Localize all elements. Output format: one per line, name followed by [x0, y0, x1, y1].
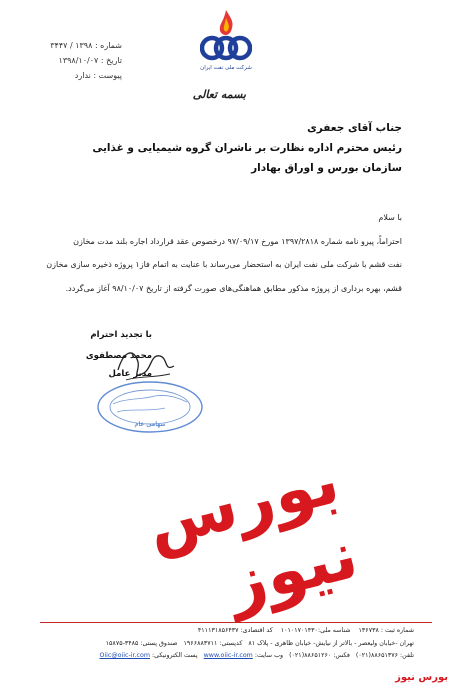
source-tag: بورس نیوز — [395, 672, 448, 683]
body-line-2: نفت قشم با شرکت ملی نفت ایران به استحضار می‌رساند با عنایت به اتمام فاز۱ پروژه ذخیره سازی مخازن — [46, 260, 402, 269]
body-line-3: قشم، بهره برداری از پروژه مذکور مطابق هماهنگی‌های صورت گرفته از تاریخ ۹۸/۱۰/۰۷ آغاز می‌گردد. — [65, 284, 402, 293]
footer-address-row: تهران -خیابان ولیعصر - بالاتر از نیایش- خیابان ظاهری - پلاک ۸۱ کدپستی: ۱۹۶۶۸۸۳۷۱۱ صندوق پستی: ۳۴۸۵-۱۵۸۷۵ — [105, 640, 414, 647]
company-stamp-icon — [95, 378, 205, 436]
stamp-text: سهامی عام — [134, 420, 166, 428]
letter-date: تاریخ : ۱۳۹۸/۱۰/۰۷ — [58, 56, 122, 65]
company-logo-icon — [200, 8, 252, 78]
signer-name: محمد مصطفوی — [85, 351, 152, 361]
footer-contact-row: تلفن: ۸۸۶۵۱۳۷۶(۰۲۱) فکس: ۸۸۶۵۱۲۶۰(۰۲۱) وب سایت: www.oiic-ir.com پست الکترونیکی: Oiic@oiic-ir.com — [99, 652, 414, 659]
logo-caption: شرکت ملی نفت ایران — [200, 65, 252, 71]
recipient-organization: سازمان بورس و اوراق بهادار — [251, 162, 402, 174]
greeting: با سلام — [378, 213, 402, 222]
email-link[interactable]: Oiic@oiic-ir.com — [99, 652, 150, 659]
news-watermark: بورس نیوز — [138, 441, 366, 623]
recipient-title: رئیس محترم اداره نظارت بر ناشران گروه شیمیایی و غذایی — [92, 142, 402, 154]
footer-registration-row: شماره ثبت : ۱۳۶۷۳۸ شناسه ملی:۱۰۱۰۱۷۰۱۴۳۰ کد اقتصادی: ۴۱۱۱۳۱۸۵۶۴۳۷ — [197, 627, 414, 634]
basmala-text: بسمه تعالی — [192, 88, 246, 101]
footer-divider — [40, 622, 432, 623]
body-line-1: احتراماً، پیرو نامه شماره ۱۳۹۷/۲۸۱۸ مورخ ۹۷/۰۹/۱۷ درخصوص عقد قرارداد اجاره بلند مدت مخازن — [73, 237, 402, 246]
signer-title: مدیر عامل — [108, 369, 152, 379]
website-link[interactable]: www.oiic-ir.com — [203, 652, 253, 659]
closing-text: با تجدید احترام — [90, 330, 152, 340]
letter-number: شماره : ۱۳۹۸ / ۳۴۴۷ — [50, 41, 122, 50]
letter-attachment: پیوست : ندارد — [74, 71, 122, 80]
recipient-name: جناب آقای جعفری — [307, 122, 402, 134]
